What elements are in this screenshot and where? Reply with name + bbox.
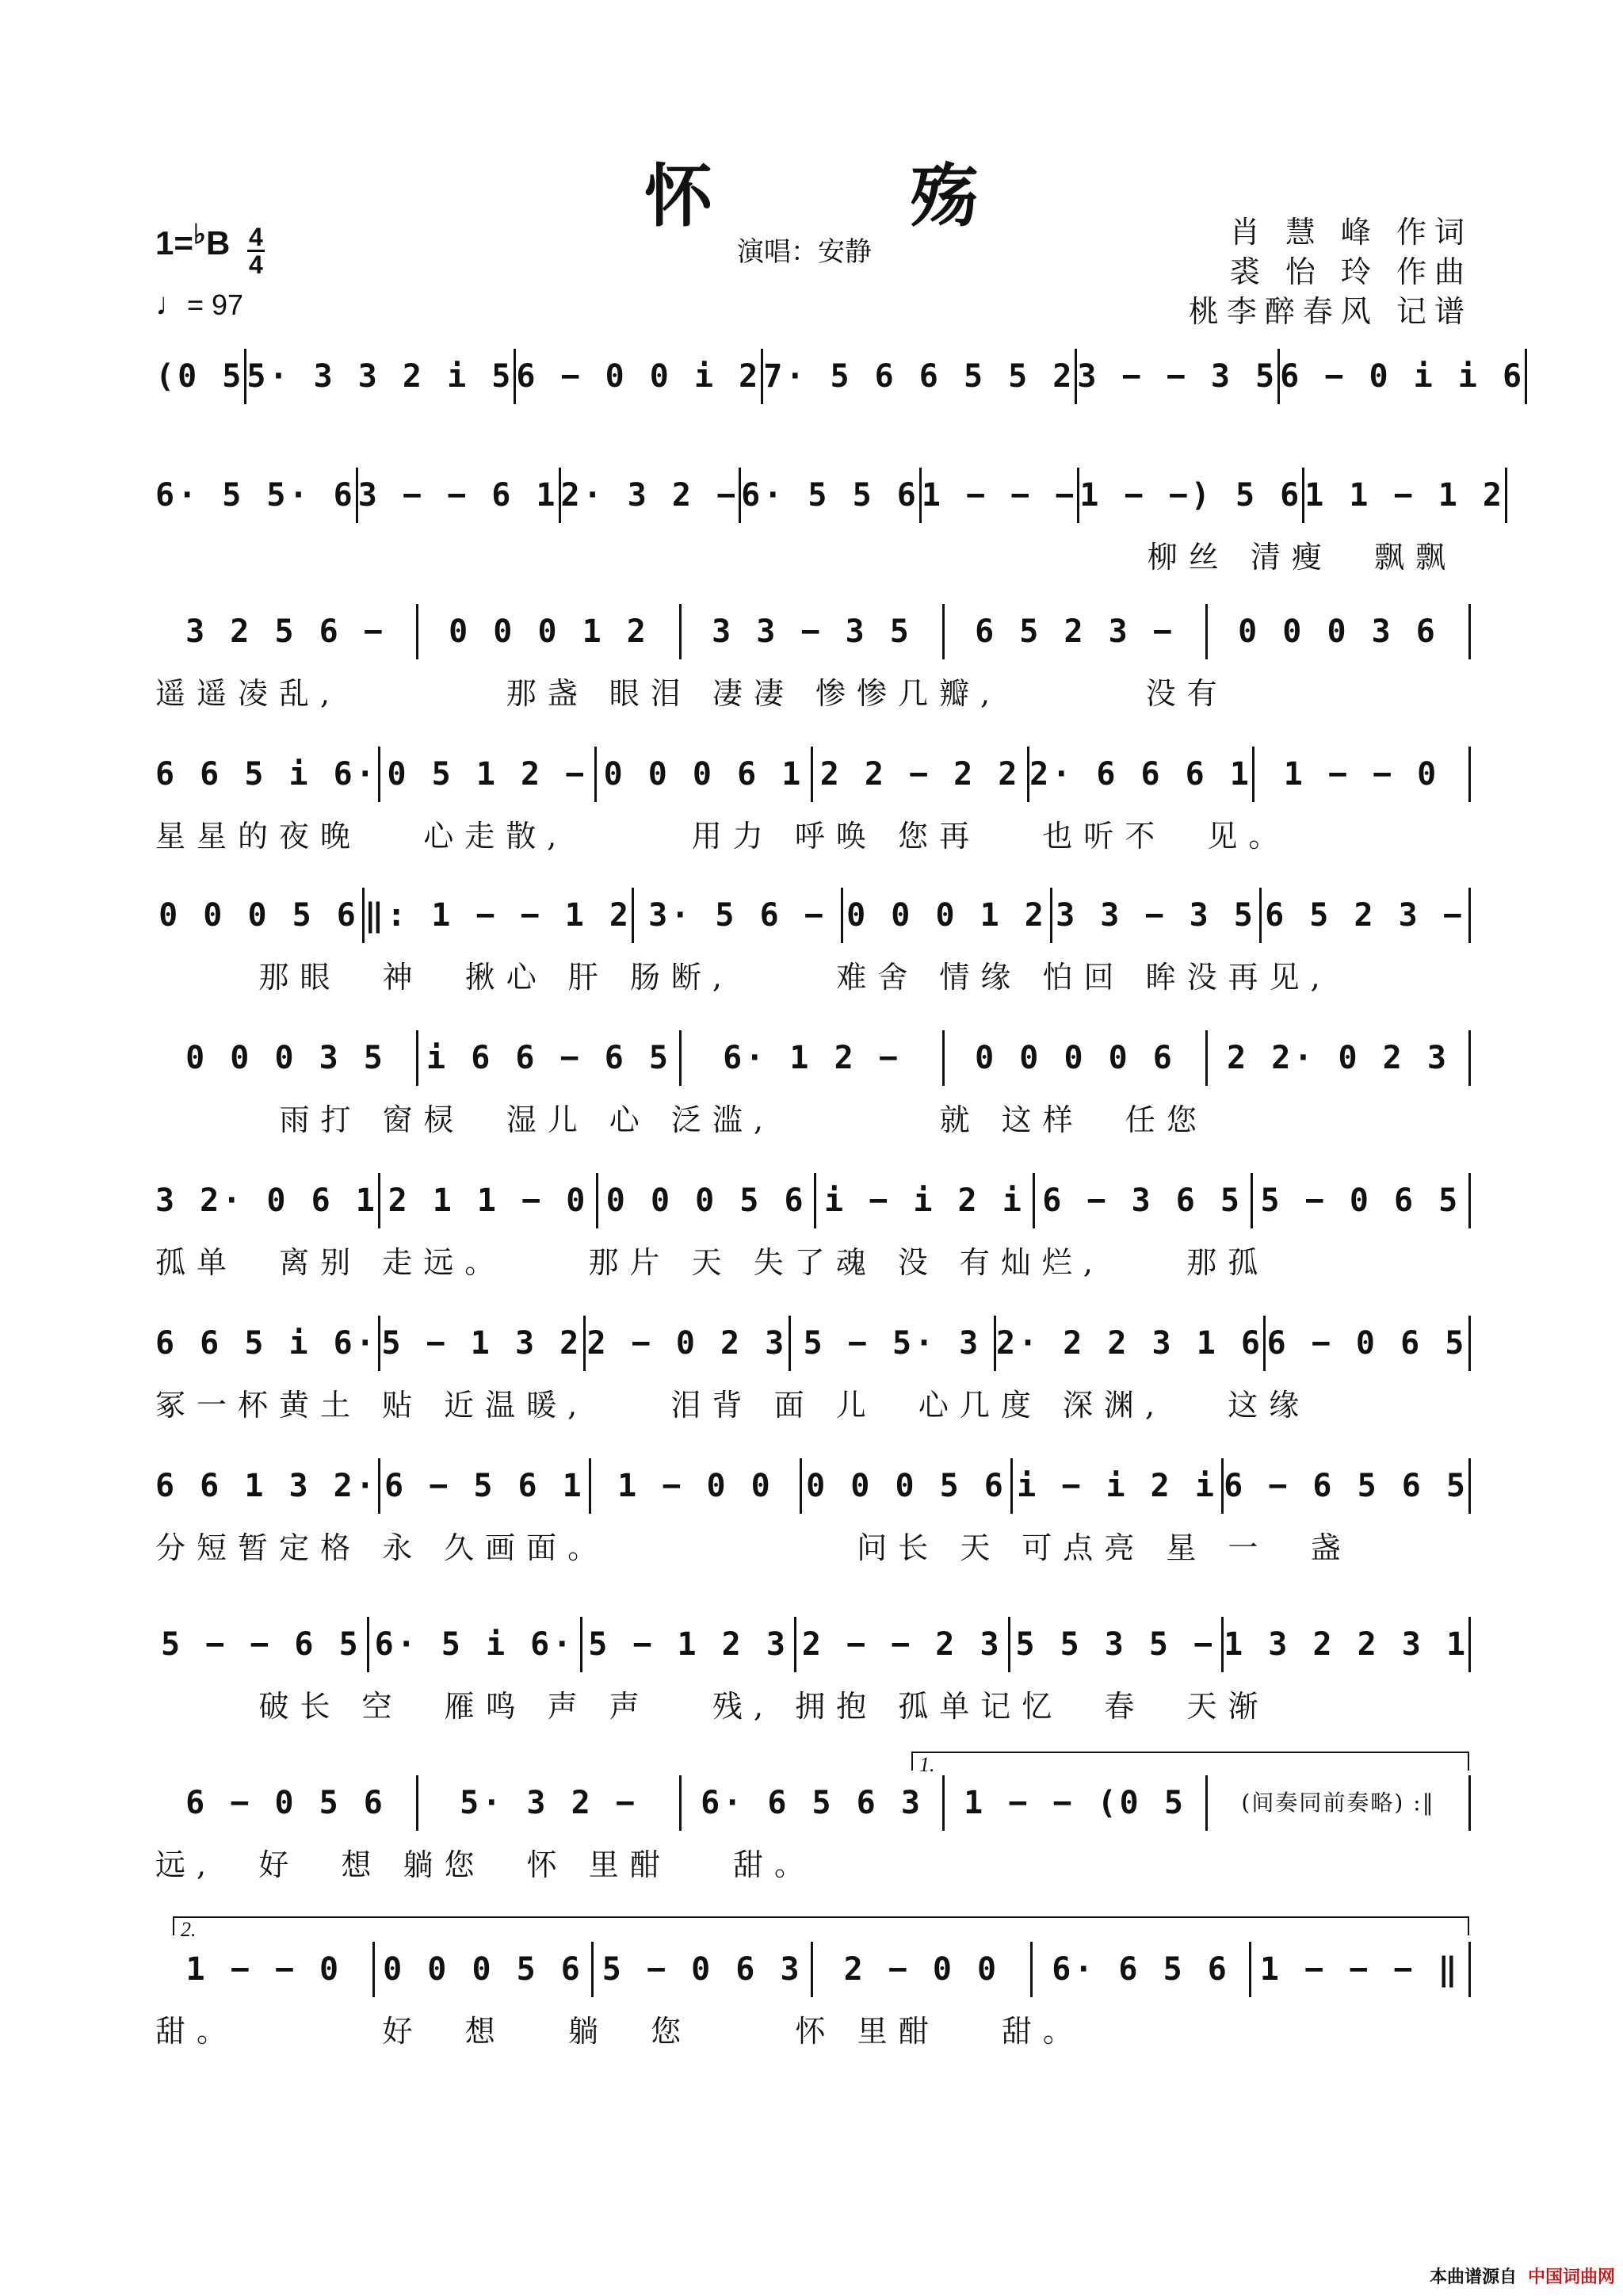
measure: 5 − 1 2 3 xyxy=(582,1617,796,1672)
notation-row xyxy=(155,468,1505,523)
measure: 1 − − (0 5 xyxy=(945,1775,1208,1831)
score-line xyxy=(155,1775,1471,1899)
measure: 3 2· 0 6 1 xyxy=(155,1173,380,1228)
volta-bracket-1 xyxy=(911,1752,1469,1776)
key-prefix: 1= xyxy=(155,224,193,262)
measure: 6 − 0 6 5 xyxy=(1266,1316,1471,1371)
lyric-line: 遥遥凌乱, 那盏 眼泪 凄凄 惨惨几瓣, 没有 xyxy=(155,676,1228,711)
key-tempo-block xyxy=(155,219,265,323)
measure: 6 5 2 3 − xyxy=(945,604,1208,659)
lyric-line: 星星的夜晚 心走散, 用力 呼唤 您再 也听不 见。 xyxy=(155,819,1290,854)
measure: 1 − − − xyxy=(922,468,1080,523)
measure: 0 0 0 5 6 xyxy=(802,1458,1013,1514)
lyric-line: 远, 好 想 躺您 怀 里酣 甜。 xyxy=(155,1847,815,1882)
notation-row xyxy=(155,1617,1471,1672)
notation-row xyxy=(155,1030,1471,1086)
source-prefix: 本曲谱源自 xyxy=(1429,2267,1517,2287)
lyricist-credit: 肖 慧 峰 作词 xyxy=(1229,215,1472,250)
measure: 6 6 1 3 2· xyxy=(155,1458,380,1514)
measure: 0 0 0 3 6 xyxy=(1208,604,1471,659)
score-line xyxy=(155,1030,1471,1154)
measure: 5· 3 2 − xyxy=(418,1775,682,1831)
time-numerator: 4 xyxy=(248,223,263,252)
measure: 6 − 5 6 1 xyxy=(380,1458,591,1514)
measure: 6· 6 5 6 xyxy=(1033,1942,1252,1997)
measure: 0 5 1 2 − xyxy=(380,747,597,802)
measure: 6 6 5 i 6· xyxy=(155,747,380,802)
measure: 6 6 5 i 6· xyxy=(155,1316,380,1371)
score-line xyxy=(155,468,1505,591)
measure: 0 0 0 5 6 xyxy=(155,888,365,943)
lyric-line: 破长 空 雁鸣 声 声 残, 拥抱 孤单记忆 春 天渐 xyxy=(155,1689,1270,1724)
measure: 6· 6 5 6 3 xyxy=(682,1775,945,1831)
measure: 1 3 2 2 3 1 xyxy=(1224,1617,1471,1672)
notation-row xyxy=(155,349,1526,404)
volta-1-label: 1. xyxy=(919,1753,935,1776)
measure: i 6 6 − 6 5 xyxy=(418,1030,682,1086)
lyric-line: 分短暂定格 永 久画面。 问长 天 可点亮 星 一 盏 xyxy=(155,1530,1352,1565)
measure: 1 − − 0 xyxy=(1254,747,1471,802)
measure: 0 0 0 5 6 xyxy=(598,1173,816,1228)
transcriber-credit: 桃李醉春风 记谱 xyxy=(1188,294,1472,329)
flat-symbol: ♭ xyxy=(193,220,206,250)
notation-row xyxy=(155,747,1471,802)
credits-block xyxy=(1189,212,1472,331)
measure: 6 − 0 5 6 xyxy=(155,1775,418,1831)
page-title: 怀 殇 xyxy=(644,156,1066,236)
measure: 0 0 0 1 2 xyxy=(843,888,1052,943)
measure: 1 1 − 1 2 xyxy=(1304,468,1507,523)
score-line xyxy=(155,604,1471,728)
measure: 2· 3 2 − xyxy=(561,468,742,523)
tempo-marking xyxy=(155,287,265,323)
measure: 3 3 − 3 5 xyxy=(1052,888,1262,943)
score-line xyxy=(155,1316,1471,1439)
lyric-line: 那眼 神 揪心 肝 肠断, 难舍 情缘 怕回 眸没再见, xyxy=(155,960,1331,995)
measure: 6 5 2 3 − xyxy=(1262,888,1471,943)
measure: 1 − −) 5 6 xyxy=(1079,468,1304,523)
score-line xyxy=(155,1617,1471,1740)
notation-row xyxy=(155,1942,1471,1997)
measure: 5 − 0 6 5 xyxy=(1253,1173,1471,1228)
score-line xyxy=(155,349,1526,472)
volta-bracket-2 xyxy=(173,1916,1469,1941)
measure: 0 0 0 1 2 xyxy=(418,604,682,659)
notation-row xyxy=(155,1173,1471,1228)
measure: 5 − − 6 5 xyxy=(155,1617,369,1672)
score-line xyxy=(155,1173,1471,1297)
composer-credit: 裘 怡 玲 作曲 xyxy=(1229,254,1472,289)
quarter-note-icon: ♩ xyxy=(155,287,187,323)
volta-2-label: 2. xyxy=(181,1918,197,1941)
time-denominator: 4 xyxy=(248,250,263,280)
score-line xyxy=(155,1942,1471,2065)
measure: 6· 5 5· 6 xyxy=(155,468,358,523)
measure: 3 − − 6 1 xyxy=(358,468,561,523)
measure: i − i 2 i xyxy=(1013,1458,1224,1514)
notation-row xyxy=(155,604,1471,659)
measure: 0 0 0 5 6 xyxy=(375,1942,594,1997)
notation-row xyxy=(155,888,1471,943)
measure: i − i 2 i xyxy=(816,1173,1034,1228)
measure: 6 − 0 0 i 2 xyxy=(516,349,763,404)
measure: 3 3 − 3 5 xyxy=(682,604,945,659)
lyric-line: 孤单 离别 走远。 那片 天 失了魂 没 有灿烂, 那孤 xyxy=(155,1245,1270,1280)
measure: 6· 5 i 6· xyxy=(369,1617,583,1672)
measure: 5· 3 3 2 i 5 xyxy=(246,349,516,404)
key-signature xyxy=(155,220,239,262)
measure: 6 − 6 5 6 5 xyxy=(1224,1458,1471,1514)
measure: 2 2· 0 2 3 xyxy=(1208,1030,1471,1086)
measure: 1 − − − ‖ xyxy=(1251,1942,1471,1997)
source-brand: 中国词曲网 xyxy=(1527,2267,1615,2287)
measure: 2 1 1 − 0 xyxy=(380,1173,598,1228)
measure: 2· 6 6 6 1 xyxy=(1029,747,1254,802)
measure: 2 − 0 2 3 xyxy=(586,1316,791,1371)
measure: 3 2 5 6 − xyxy=(155,604,418,659)
singer-credit: 演唱：安静 xyxy=(737,236,872,268)
score-line xyxy=(155,888,1471,1011)
measure: 5 − 5· 3 xyxy=(791,1316,996,1371)
measure: 0 0 0 3 5 xyxy=(155,1030,418,1086)
key-note: B xyxy=(205,224,231,262)
lyric-line: 冢一杯黄土 贴 近温暖, 泪背 面 儿 心几度 深渊, 这缘 xyxy=(155,1388,1311,1423)
measure: 3· 5 6 − xyxy=(634,888,843,943)
measure: (间奏同前奏略) :‖ xyxy=(1208,1775,1471,1831)
measure: 1 − 0 0 xyxy=(591,1458,802,1514)
score-line xyxy=(155,747,1471,870)
lyric-line: 雨打 窗棂 湿儿 心 泛滥, 就 这样 任您 xyxy=(155,1102,1208,1137)
measure: 6· 1 2 − xyxy=(682,1030,945,1086)
measure: 2· 2 2 3 1 6 xyxy=(996,1316,1266,1371)
measure: 6 − 0 i i 6 xyxy=(1280,349,1527,404)
measure: 5 − 0 6 3 xyxy=(594,1942,813,1997)
time-signature xyxy=(247,223,265,280)
source-credit xyxy=(1430,2264,1615,2288)
measure: 6 − 3 6 5 xyxy=(1035,1173,1253,1228)
measure: 0 0 0 6 1 xyxy=(597,747,813,802)
score-line xyxy=(155,1458,1471,1582)
measure: 1 − − 0 xyxy=(155,1942,375,1997)
lyric-line: 柳丝 清瘦 飘飘 xyxy=(155,540,1457,575)
notation-row xyxy=(155,1316,1471,1371)
measure: 0 0 0 0 6 xyxy=(945,1030,1208,1086)
measure: 2 − − 2 3 xyxy=(796,1617,1010,1672)
measure: 6· 5 5 6 xyxy=(741,468,922,523)
measure: 2 − 0 0 xyxy=(813,1942,1033,1997)
lyric-line: 甜。 好 想 躺 您 怀 里酣 甜。 xyxy=(155,2014,1084,2049)
measure: 2 2 − 2 2 xyxy=(813,747,1029,802)
measure: 3 − − 3 5 xyxy=(1077,349,1280,404)
measure: 5 − 1 3 2 xyxy=(380,1316,586,1371)
measure: (0 5 xyxy=(155,349,246,404)
notation-row xyxy=(155,1458,1471,1514)
tempo-value: = 97 xyxy=(187,288,244,322)
measure: ‖: 1 − − 1 2 xyxy=(365,888,634,943)
notation-row xyxy=(155,1775,1471,1831)
measure: 5 5 3 5 − xyxy=(1010,1617,1224,1672)
measure: 7· 5 6 6 5 5 2 xyxy=(763,349,1077,404)
